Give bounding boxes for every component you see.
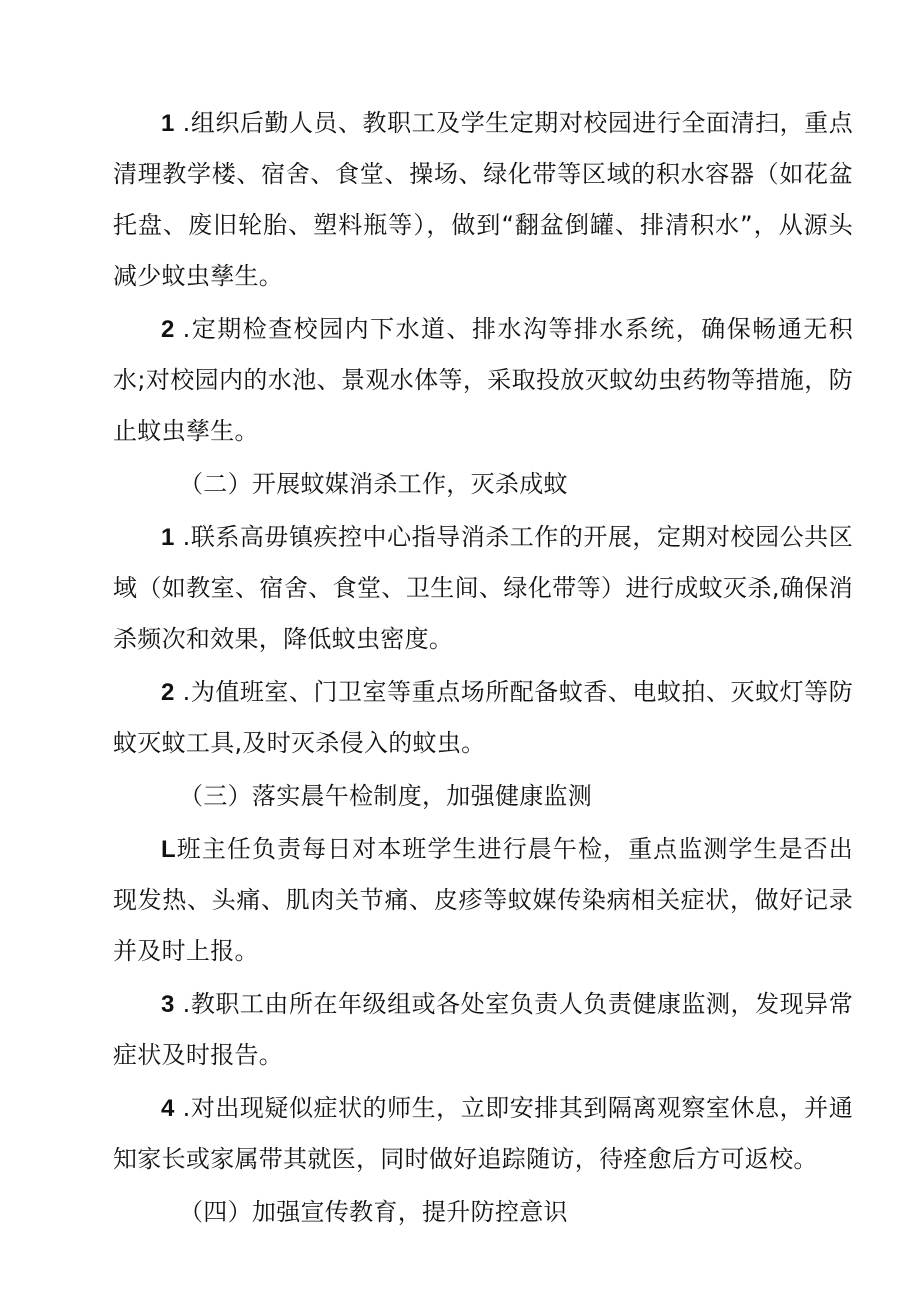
item-number: 3	[161, 991, 175, 1018]
item-number: 1	[161, 110, 175, 137]
section-heading: （四）加强宣传教育，提升防控意识	[179, 1198, 568, 1226]
item-number: L	[161, 836, 176, 863]
list-item	[113, 667, 853, 769]
document-body	[113, 98, 853, 1238]
item-number: 2	[161, 679, 175, 706]
item-number: 1	[161, 524, 175, 551]
item-number: 4	[161, 1095, 175, 1122]
item-number: 2	[161, 316, 175, 343]
list-item	[113, 512, 853, 665]
section-heading: （三）落实晨午检制度，加强健康监测	[179, 782, 593, 810]
item-text: .联系高毋镇疾控中心指导消杀工作的开展，定期对校园公共区域（如教室、宿舍、食堂、卫生间、绿化带等）进行成蚊灭杀,确保消杀频次和效果，降低蚊虫密度。	[113, 523, 853, 653]
item-text: .组织后勤人员、教职工及学生定期对校园进行全面清扫，重点清理教学楼、宿舍、食堂、操场、绿化带等区域的积水容器（如花盆托盘、废旧轮胎、塑料瓶等），做到“翻盆倒罐、排清积水”，从源头减少蚊虫孳生。	[113, 109, 853, 290]
item-text: .为值班室、门卫室等重点场所配备蚊香、电蚊拍、灭蚊灯等防蚊灭蚊工具,及时灭杀侵入的蚊虫。	[113, 678, 853, 757]
section-heading: （二）开展蚊媒消杀工作，灭杀成蚊	[179, 470, 568, 498]
list-item	[113, 1083, 853, 1185]
list-item	[113, 98, 853, 302]
item-text: .教职工由所在年级组或各处室负责人负责健康监测，发现异常症状及时报告。	[113, 990, 853, 1069]
item-text: 班主任负责每日对本班学生进行晨午检，重点监测学生是否出现发热、头痛、肌肉关节痛、皮疹等蚊媒传染病相关症状，做好记录并及时上报。	[113, 835, 853, 965]
list-item	[113, 979, 853, 1081]
list-item	[113, 824, 853, 977]
list-item	[113, 304, 853, 457]
item-text: .对出现疑似症状的师生，立即安排其到隔离观察室休息，并通知家长或家属带其就医，同时做好追踪随访，待痊愈后方可返校。	[113, 1094, 853, 1173]
item-text: .定期检查校园内下水道、排水沟等排水系统，确保畅通无积水;对校园内的水池、景观水体等，采取投放灭蚊幼虫药物等措施，防止蚊虫孳生。	[113, 315, 853, 445]
